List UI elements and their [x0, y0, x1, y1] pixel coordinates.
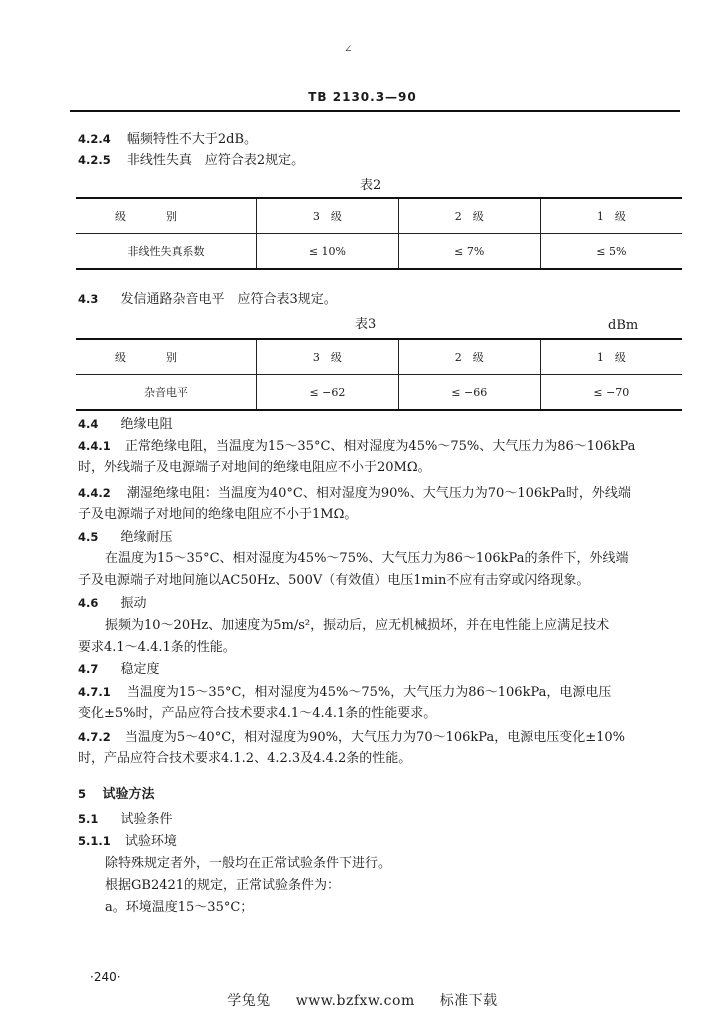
clause-4-2-4: [78, 130, 257, 149]
clause-text: 当温度为5～40°C，相对湿度为90%，大气压力为70～106kPa，电源电压变化±10%: [124, 730, 625, 745]
table-row: [76, 375, 682, 411]
clause-4-4: [78, 415, 173, 434]
table-header-cell: 1 级: [540, 198, 682, 234]
table-3: [76, 338, 682, 411]
clause-text: 发信通路杂音电平 应符合表3规定。: [120, 292, 337, 307]
clause-body: 振频为10～20Hz、加速度为5m/s²，振动后，应无机械损坏，并在电性能上应满足技术: [105, 618, 610, 633]
clause-text: 幅频特性不大于2dB。: [126, 132, 258, 147]
table-cell: 非线性失真系数: [76, 234, 257, 270]
clause-text: 试验环境: [124, 834, 177, 849]
table-header-row: [76, 198, 682, 234]
clause-number: 4.2.5: [78, 153, 111, 167]
clause-number: 5: [78, 787, 87, 801]
table-cell: 杂音电平: [76, 375, 257, 411]
clause-number: 4.7.1: [78, 685, 111, 699]
clause-text: 试验方法: [102, 787, 155, 802]
clause-4-2-5: [78, 151, 304, 170]
list-item-a: a。环境温度15～35°C；: [105, 900, 254, 915]
table-cell: ≤ −70: [540, 375, 682, 411]
table-2: [76, 197, 682, 270]
clause-5-1: [78, 810, 173, 829]
clause-text: 正常绝缘电阻，当温度为15～35°C、相对湿度为45%～75%、大气压力为86～106kPa: [124, 439, 636, 454]
clause-5-1-1: [78, 832, 177, 851]
clause-number: 5.1: [78, 812, 99, 826]
footer: [0, 990, 725, 1010]
table-header-cell: 级别: [76, 198, 257, 234]
table-header-cell: 2 级: [398, 198, 540, 234]
clause-number: 4.7.2: [78, 730, 111, 744]
table-3-caption: 表3: [355, 317, 377, 332]
clause-body: 在温度为15～35°C、相对湿度为45%～75%、大气压力为86～106kPa的条件下，外线端: [105, 551, 629, 566]
table-cell: ≤ 10%: [257, 234, 399, 270]
clause-text: 绝缘耐压: [120, 530, 173, 545]
clause-number: 4.4.1: [78, 439, 111, 453]
table-header-row: [76, 339, 682, 375]
clause-4-4-1: [78, 437, 635, 456]
table-header-cell: 1 级: [540, 339, 682, 375]
table-3-unit: dBm: [608, 318, 639, 333]
clause-number: 4.2.4: [78, 132, 111, 146]
clause-4-3: [78, 290, 337, 309]
table-header-cell: 2 级: [398, 339, 540, 375]
table-header-cell: 级别: [76, 339, 257, 375]
section-5-heading: [78, 785, 155, 804]
clause-text: 振动: [120, 596, 147, 611]
header-rule: [70, 110, 680, 112]
clause-text: 试验条件: [120, 812, 173, 827]
table-2-caption: 表2: [360, 178, 382, 193]
clause-text: 当温度为15～35°C，相对湿度为45%～75%，大气压力为86～106kPa，电源电压: [126, 685, 612, 700]
clause-text: 潮湿绝缘电阻：当温度为40°C、相对湿度为90%、大气压力为70～106kPa时，外线端: [126, 486, 631, 501]
standard-number: TB 2130.3—90: [308, 90, 417, 104]
clause-number: 4.5: [78, 530, 99, 544]
footer-label: 标准下载: [439, 993, 498, 1009]
clause-body: 根据GB2421的规定，正常试验条件为：: [105, 878, 341, 893]
clause-4-7-1: [78, 683, 611, 702]
table-cell: ≤ −66: [398, 375, 540, 411]
clause-text: 稳定度: [120, 662, 160, 677]
clause-text-continued: 时，产品应符合技术要求4.1.2、4.2.3及4.4.2条的性能。: [78, 751, 412, 766]
clause-body: 除特殊规定者外，一般均在正常试验条件下进行。: [105, 856, 392, 871]
footer-url[interactable]: www.bzfxw.com: [295, 993, 415, 1009]
clause-text-continued: 时，外线端子及电源端子对地间的绝缘电阻应不小于20MΩ。: [78, 460, 431, 475]
clause-4-7: [78, 660, 160, 679]
scan-mark: ∠: [344, 44, 353, 55]
footer-site-name: 学兔兔: [227, 993, 271, 1009]
page-number: ·240·: [90, 970, 121, 984]
table-cell: ≤ 5%: [540, 234, 682, 270]
table-row: [76, 234, 682, 270]
clause-body: 要求4.1～4.4.1条的性能。: [78, 640, 236, 655]
clause-4-7-2: [78, 728, 625, 747]
clause-text: 绝缘电阻: [120, 417, 173, 432]
clause-number: 4.4: [78, 417, 99, 431]
clause-body: 子及电源端子对地间施以AC50Hz、500V（有效值）电压1min不应有击穿或闪络现象。: [78, 573, 590, 588]
table-cell: ≤ 7%: [398, 234, 540, 270]
table-header-cell: 3 级: [257, 339, 399, 375]
table-header-cell: 3 级: [257, 198, 399, 234]
clause-text-continued: 变化±5%时，产品应符合技术要求4.1～4.4.1条的性能要求。: [78, 706, 437, 721]
clause-number: 4.6: [78, 596, 99, 610]
table-cell: ≤ −62: [257, 375, 399, 411]
clause-number: 4.4.2: [78, 486, 111, 500]
clause-4-4-2: [78, 484, 631, 503]
clause-4-6: [78, 594, 147, 613]
clause-text-continued: 子及电源端子对地间的绝缘电阻应不小于1MΩ。: [78, 507, 358, 522]
clause-4-5: [78, 528, 173, 547]
clause-number: 4.7: [78, 662, 99, 676]
clause-number: 5.1.1: [78, 834, 111, 848]
clause-text: 非线性失真 应符合表2规定。: [126, 153, 305, 168]
clause-number: 4.3: [78, 292, 99, 306]
